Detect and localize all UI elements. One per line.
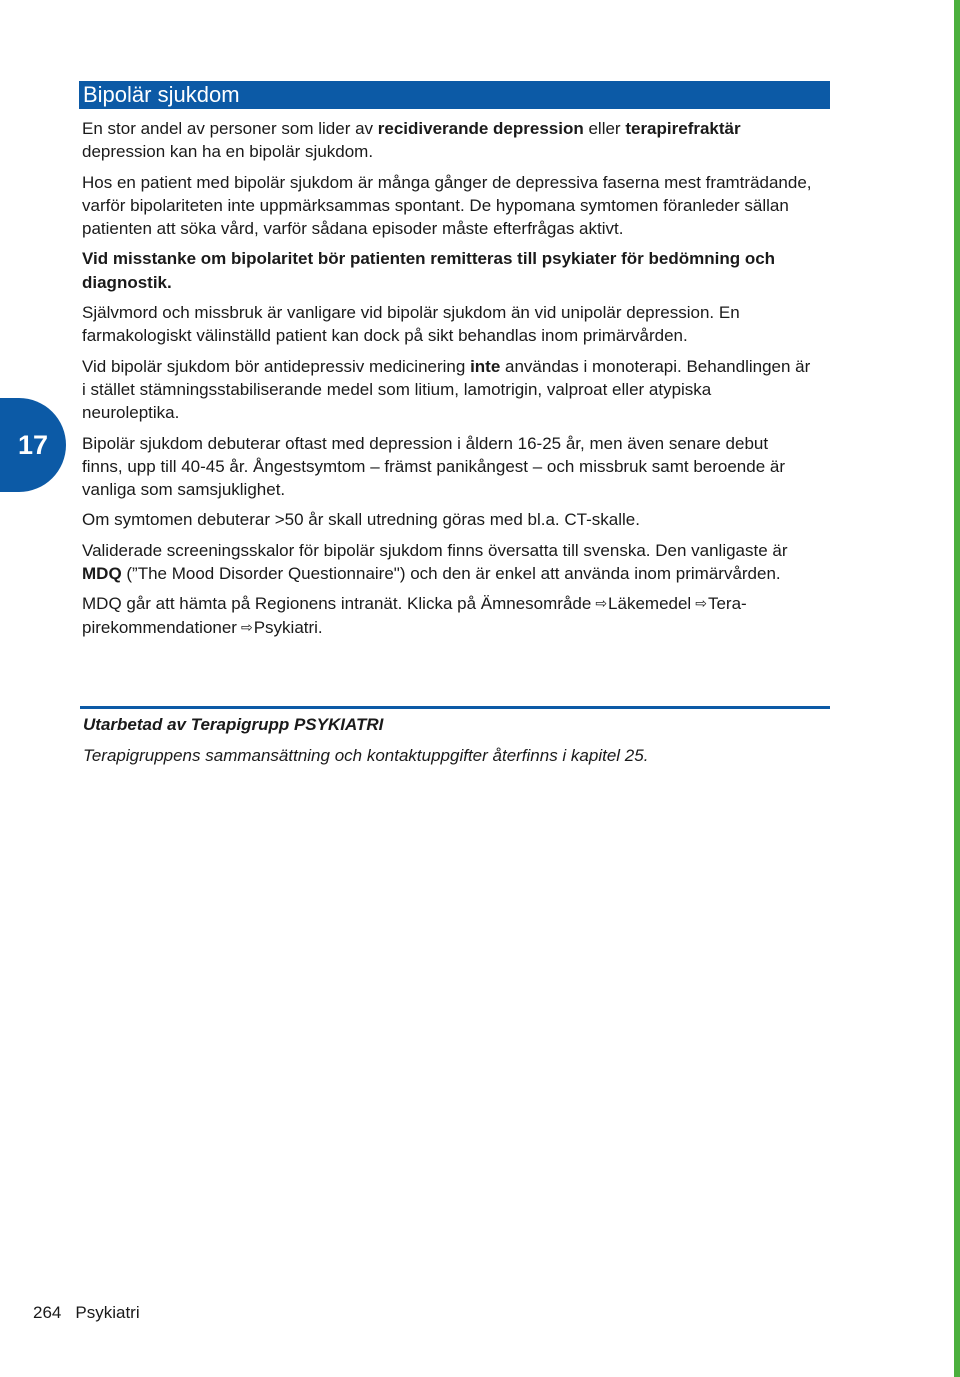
- paragraph-4: Självmord och missbruk är vanligare vid bipolär sjukdom än vid unipolär depression. En farmakologiskt välinställd patient kan dock på sikt behandlas inom primärvården.: [82, 303, 740, 346]
- page-section: Psykiatri: [75, 1303, 140, 1322]
- nav-path-terapirekommendationer: Terapirekommendationer: [82, 594, 747, 637]
- arrow-right-icon: ⇨: [595, 595, 608, 612]
- authorship-footer: [83, 713, 823, 767]
- paragraph-3: Vid misstanke om bipolaritet bör patienten remitteras till psykiater för bedömning och diagnostik.: [82, 249, 776, 292]
- paragraph-9: MDQ går att hämta på Regionens intranät. Klicka på Ämnesområde ⇨Läkemedel ⇨Terapirekommendationer ⇨Psykiatri.: [82, 592, 812, 639]
- page-number: 264: [33, 1303, 62, 1322]
- author-note: Terapigruppens sammansättning och kontaktuppgifter återfinns i kapitel 25.: [83, 746, 649, 765]
- nav-path-lakemedel: Läkemedel: [608, 594, 692, 614]
- chapter-tab: [0, 398, 66, 492]
- paragraph-7: Om symtomen debuterar >50 år skall utredning göras med bl.a. CT-skalle.: [82, 510, 640, 530]
- paragraph-6: Bipolär sjukdom debuterar oftast med depression i åldern 16-25 år, men även senare debut finns, upp till 40-45 år. Ångestsymtom – främst panikångest – och missbruk samt beroende är vanliga som samsjuklighet.: [82, 433, 786, 500]
- nav-path-psykiatri: Psykiatri.: [253, 617, 323, 637]
- paragraph-2: Hos en patient med bipolär sjukdom är många gånger de depressiva faserna mest framträdande, varför bipolariteten inte uppmärksammas spontant. De hypomana symtomen föranleder sällan patienten att söka vård, varför sådana episoder måste efterfrågas aktivt.: [82, 172, 812, 239]
- page-footer: [33, 1303, 140, 1323]
- section-title: Bipolär sjukdom: [79, 81, 830, 109]
- chapter-number: 17: [18, 429, 49, 460]
- paragraph-1: En stor andel av personer som lider av recidiverande depression eller terapirefraktär depression kan ha en bipolär sjukdom.: [82, 119, 741, 162]
- arrow-right-icon: ⇨: [240, 618, 253, 635]
- author-line: Utarbetad av Terapigrupp PSYKIATRI: [83, 715, 384, 734]
- body-text: [82, 117, 812, 646]
- page-edge-stripe: [954, 0, 960, 1377]
- paragraph-5: Vid bipolär sjukdom bör antidepressiv medicinering inte användas i monoterapi. Behandlingen är i stället stämningsstabiliserande medel som litium, lamotrigin, valproat eller atypiska neuroleptika.: [82, 356, 811, 423]
- paragraph-8: Validerade screeningsskalor för bipolär sjukdom finns översatta till svenska. Den vanligaste är MDQ (”The Mood Disorder Questionnaire") och den är enkel att använda inom primärvården.: [82, 540, 788, 584]
- arrow-right-icon: ⇨: [695, 595, 707, 612]
- footer-divider: [80, 706, 830, 709]
